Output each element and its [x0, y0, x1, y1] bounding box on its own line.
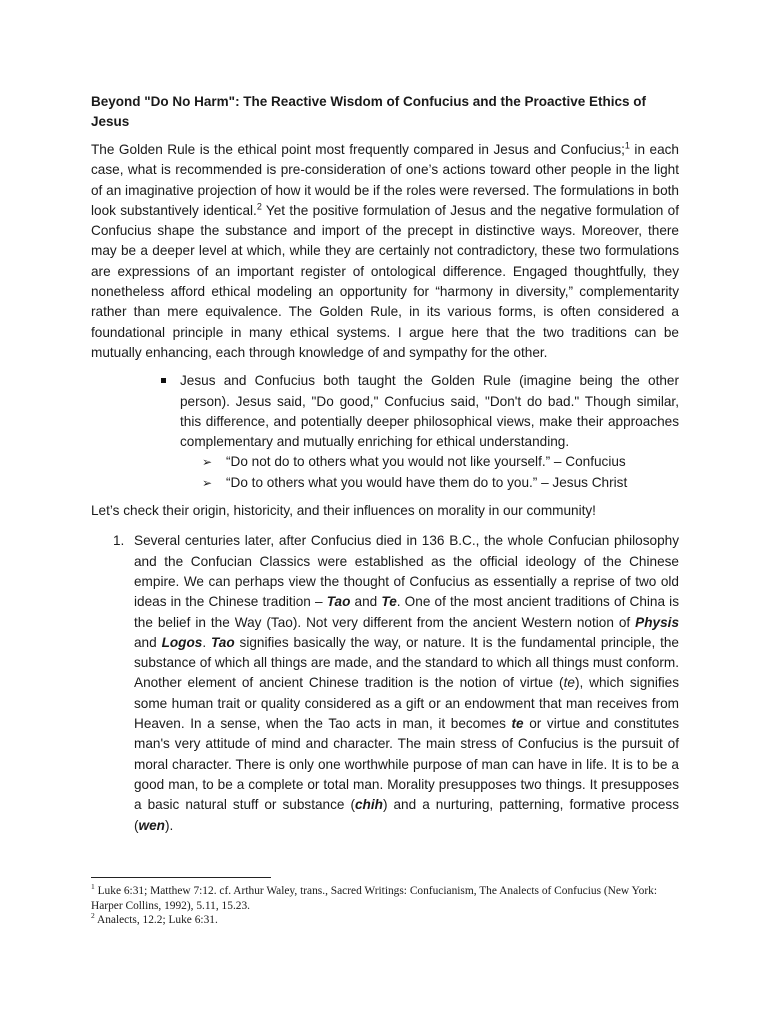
text-run: and [350, 594, 382, 610]
document-title: Beyond "Do No Harm": The Reactive Wisdom of Confucius and the Proactive Ethics of Jesus [91, 94, 647, 129]
term-tao: Tao [326, 594, 351, 610]
text-run: Several centuries later, after Confucius died in 136 B.C., the whole Confucian philosophy and the Confucian Classics were established as the official ideology of the Chinese empire. We can perhaps view the thought of Confucius as essentially a reprise of two old ideas in the Chinese tradition – [134, 533, 679, 610]
footnote-ref-1: 1 [624, 140, 630, 151]
footnotes [91, 884, 679, 928]
square-bullet-icon [161, 378, 166, 383]
text-run: . [202, 634, 211, 650]
footnote-text: Analects, 12.2; Luke 6:31. [94, 914, 218, 926]
intro-text-a: The Golden Rule is the ethical point most frequently compared in Jesus and Confucius; [91, 142, 625, 157]
text-run: ) and a nurturing, patterning, formative process ( [134, 797, 679, 833]
footnote-ref-2: 2 [256, 201, 262, 212]
term-te-italic: te [563, 675, 575, 691]
footnote-number: 1 [91, 882, 95, 892]
term-physis: Physis [635, 614, 679, 630]
numbered-list-item [91, 531, 679, 835]
intro-text-b: in each case, what is recommended is pre-consideration of one’s actions toward other people in the light of an imaginative projection of how it would be if the roles were reversed. The formulations in both look substantively identical. [91, 142, 679, 218]
footnote-2 [91, 913, 679, 928]
text-run: signifies basically the way, or nature. It is the fundamental principle, the substance of which all things are made, and the standard to which all things must conform. Another element of ancient Chinese tradition is the notion of virtue ( [134, 634, 679, 691]
term-te: te [511, 716, 524, 732]
transition-sentence: Let’s check their origin, historicity, and their influences on morality in our community! [91, 503, 596, 519]
quote-item-confucius [91, 452, 679, 472]
footnote-number: 2 [91, 911, 95, 921]
quote-text: “Do not do to others what you would not like yourself.” – Confucius [226, 454, 626, 470]
bullet-list-item [91, 371, 679, 452]
term-te: Te [381, 594, 397, 610]
intro-text-c: Yet the positive formulation of Jesus and the negative formulation of Confucius shape the substance and import of the precept in distinctive ways. Moreover, there may be a deeper level at which, while they are certainly not contradictory, these two formulations are expressions of an important register of ontological difference. Engaged thoughtfully, they nonetheless afford ethical modeling an opportunity for “harmony in diversity,” complementarity rather than mere equivalence. The Golden Rule, in its various forms, is often considered a foundational principle in many ethical systems. I argue here that the two traditions can be mutually enhancing, each through knowledge of and sympathy for the other. [91, 202, 679, 360]
quote-text: “Do to others what you would have them do to you.” – Jesus Christ [226, 474, 628, 490]
intro-paragraph [91, 140, 679, 363]
term-wen: wen [138, 817, 165, 833]
term-chih: chih [355, 797, 383, 813]
term-tao: Tao [211, 634, 235, 650]
arrow-bullet-icon: ➢ [202, 455, 213, 470]
list-number: 1. [113, 533, 125, 549]
document-body [91, 92, 679, 836]
text-run: or virtue and constitutes man's very attitude of mind and character. The main stress of Confucius is the pursuit of moral character. There is only one worthwhile purpose of man can have in life. It is to be a good man, to be a complete or total man. Morality presupposes two things. It presupposes a basic natural stuff or substance ( [134, 716, 679, 813]
footnote-text: Luke 6:31; Matthew 7:12. cf. Arthur Waley, trans., Sacred Writings: Confucianism, The Analects of Confucius (New York: Harper Collins, 1992), 5.11, 15.23. [91, 885, 658, 912]
text-run: ). [164, 817, 174, 833]
text-run: ), which signifies some human trait or quality considered as a gift or an endowment that man receives from Heaven. In a sense, when the Tao acts in man, it becomes [134, 675, 679, 732]
footnote-1 [91, 884, 679, 913]
text-run: . One of the most ancient traditions of China is the belief in the Way (Tao). Not very different from the ancient Western notion of [134, 594, 679, 630]
footnote-separator [91, 877, 271, 878]
bullet-text: Jesus and Confucius both taught the Golden Rule (imagine being the other person). Jesus said, "Do good," Confucius said, "Don't do bad." Though similar, this difference, and potentially deeper philosophical views, make their approaches complementary and mutually enriching for ethical understanding. [180, 373, 679, 450]
numbered-item-text [134, 531, 679, 835]
term-logos: Logos [161, 634, 203, 650]
quote-item-jesus [91, 473, 679, 493]
arrow-bullet-icon: ➢ [202, 475, 213, 490]
text-run: and [134, 634, 162, 650]
